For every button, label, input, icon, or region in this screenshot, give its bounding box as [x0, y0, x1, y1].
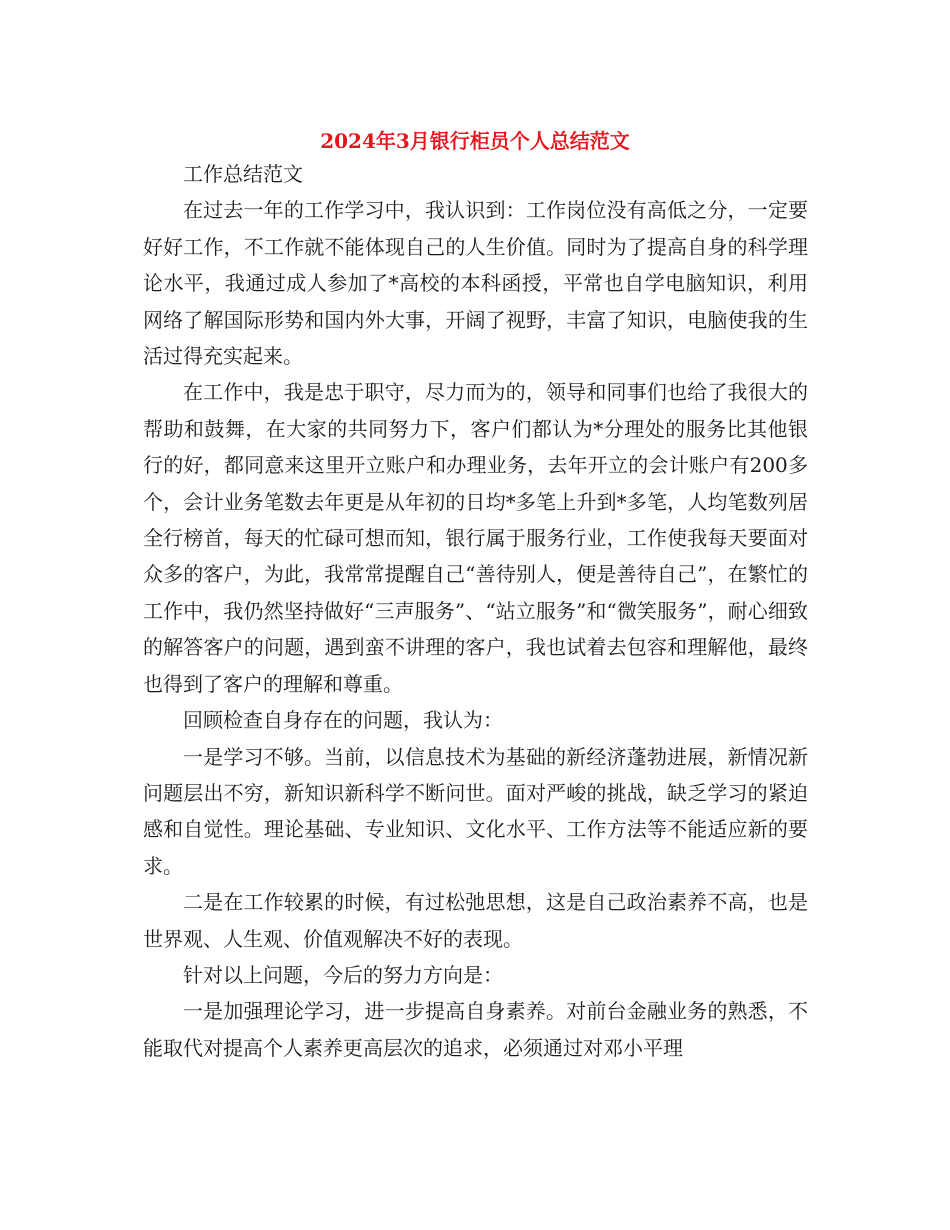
document-title: 2024年3月银行柜员个人总结范文	[320, 129, 630, 154]
paragraph-direction-one: 一是加强理论学习，进一步提高自身素养。对前台金融业务的熟悉，不能取代对提高个人素养更高层次的追求，必须通过对邓小平理	[143, 999, 808, 1060]
paragraph-subtitle: 工作总结范文	[183, 162, 303, 186]
paragraph-work: 在工作中，我是忠于职守，尽力而为的，领导和同事们也给了我很大的帮助和鼓舞，在大家的共同努力下，客户们都认为*分理处的服务比其他银行的好，都同意来这里开立账户和办理业务，去年开立的会计账户有200多个，会计业务笔数去年更是从年初的日均*多笔上升到*多笔，人均笔数列居全行榜首，每天的忙碌可想而知，银行属于服务行业，工作使我每天要面对众多的客户，为此，我常常提醒自己“善待别人，便是善待自己”，在繁忙的工作中，我仍然坚持做好“三声服务”、“站立服务”和“微笑服务”，耐心细致的解答客户的问题，遇到蛮不讲理的客户，我也试着去包容和理解他，最终也得到了客户的理解和尊重。	[143, 380, 808, 696]
paragraph-learning: 在过去一年的工作学习中，我认识到：工作岗位没有高低之分，一定要好好工作，不工作就不能体现自己的人生价值。同时为了提高自身的科学理论水平，我通过成人参加了*高校的本科函授，平常也自学电脑知识，利用网络了解国际形势和国内外大事，开阔了视野，丰富了知识，电脑使我的生活过得充实起来。	[143, 198, 808, 369]
paragraph-review-intro: 回顾检查自身存在的问题，我认为：	[183, 708, 503, 733]
paragraph-problem-one: 一是学习不够。当前，以信息技术为基础的新经济蓬勃进展，新情况新问题层出不穷，新知识新科学不断问世。面对严峻的挑战，缺乏学习的紧迫感和自觉性。理论基础、专业知识、文化水平、工作方法等不能适应新的要求。	[143, 744, 808, 878]
document-body	[143, 156, 808, 1066]
paragraph-direction-intro: 针对以上问题，今后的努力方向是：	[183, 962, 503, 987]
paragraph-problem-two: 二是在工作较累的时候，有过松弛思想，这是自己政治素养不高，也是世界观、人生观、价值观解决不好的表现。	[143, 890, 808, 951]
